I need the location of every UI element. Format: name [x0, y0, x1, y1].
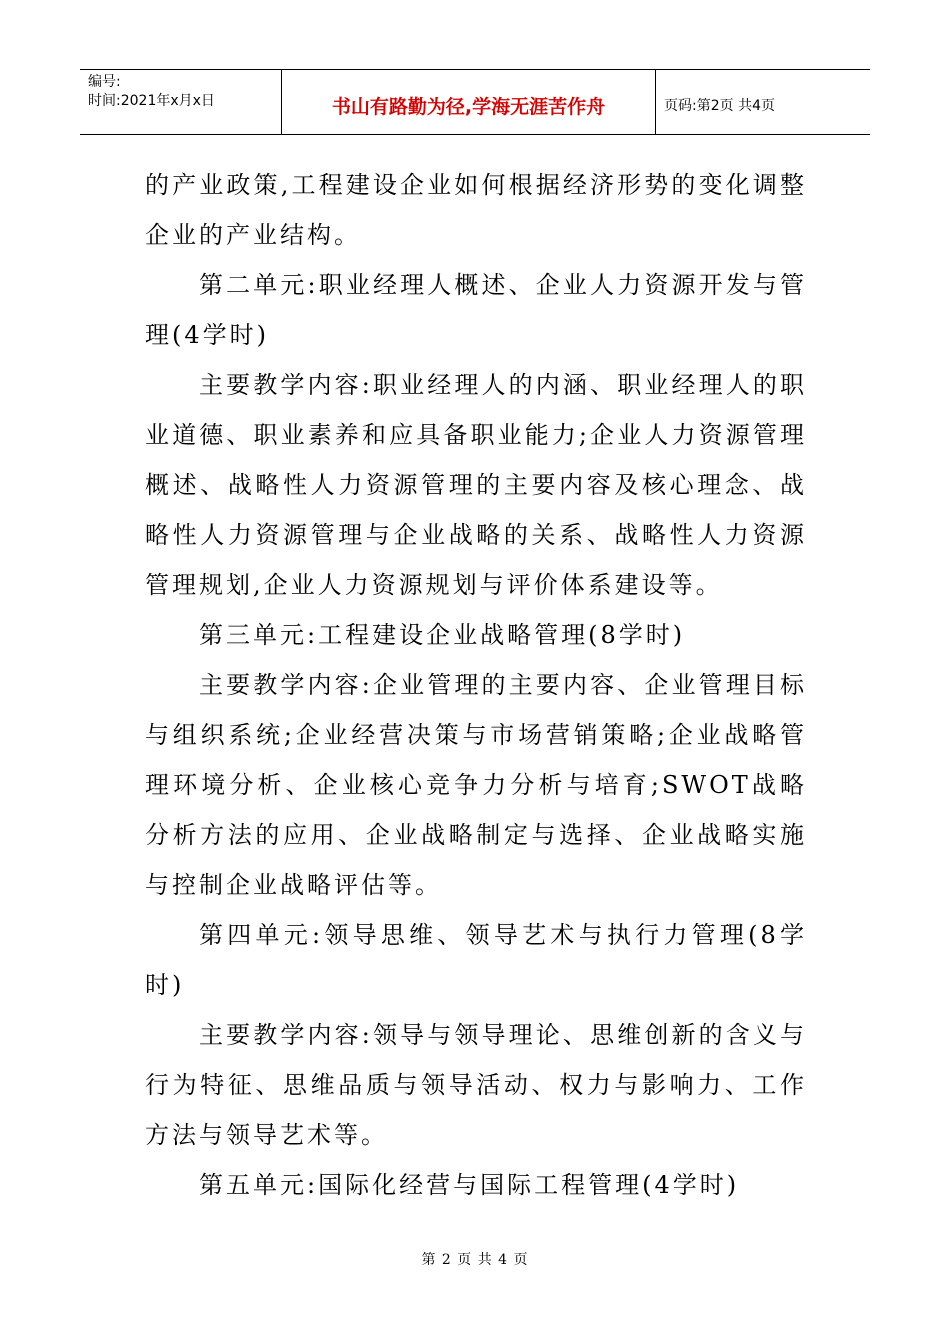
page-header — [80, 69, 870, 135]
body-paragraph: 第五单元:国际化经营与国际工程管理(4学时) — [199, 1171, 740, 1199]
header-motto: 书山有路勤为径,学海无涯苦作舟 — [282, 70, 656, 134]
page-footer: 第 2 页 共 4 页 — [421, 1252, 529, 1268]
body-paragraph: 主要教学内容:企业管理的主要内容、企业管理目标与组织系统;企业经营决策与市场营销策略;企业战略管理环境分析、企业核心竞争力分析与培育;SWOT战略分析方法的应用、企业战略制定与选择、企业战略实施与控制企业战略评估等。 — [145, 671, 807, 899]
header-page-info: 页码:第2页 共4页 — [664, 98, 775, 114]
doc-date-label: 时间:2021年x月x日 — [88, 93, 215, 109]
body-paragraph: 主要教学内容:职业经理人的内涵、职业经理人的职业道德、职业素养和应具备职业能力;企业人力资源管理概述、战略性人力资源管理的主要内容及核心理念、战略性人力资源管理与企业战略的关系、战略性人力资源管理规划,企业人力资源规划与评价体系建设等。 — [145, 371, 807, 599]
body-paragraph: 主要教学内容:领导与领导理论、思维创新的含义与行为特征、思维品质与领导活动、权力与影响力、工作方法与领导艺术等。 — [145, 1021, 807, 1149]
header-meta — [80, 70, 282, 134]
document-body — [145, 160, 807, 1210]
body-paragraph: 的产业政策,工程建设企业如何根据经济形势的变化调整企业的产业结构。 — [145, 171, 807, 249]
body-paragraph: 第四单元:领导思维、领导艺术与执行力管理(8学时) — [145, 921, 807, 999]
body-paragraph: 第三单元:工程建设企业战略管理(8学时) — [199, 621, 686, 649]
doc-number-label: 编号: — [88, 74, 121, 90]
body-paragraph: 第二单元:职业经理人概述、企业人力资源开发与管理(4学时) — [145, 271, 807, 349]
